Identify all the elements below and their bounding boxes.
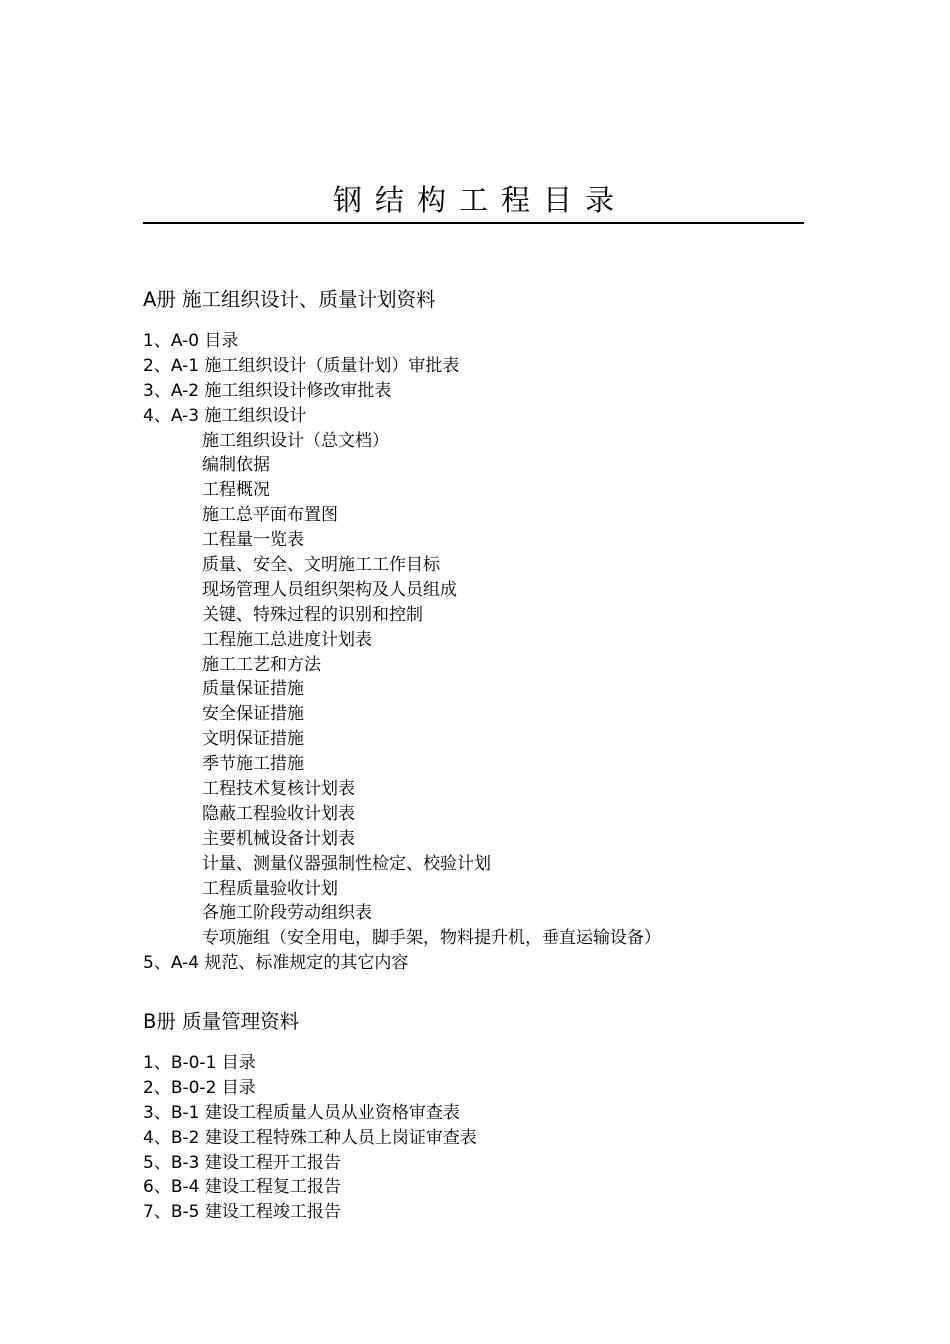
section-b bbox=[143, 1007, 823, 1225]
list-item: 5、B-3 建设工程开工报告 bbox=[143, 1152, 341, 1173]
sub-list-item: 安全保证措施 bbox=[202, 704, 304, 725]
list-item: 2、B-0-2 目录 bbox=[143, 1077, 256, 1098]
sub-list-item: 编制依据 bbox=[202, 455, 270, 476]
sub-list-item: 质量、安全、文明施工工作目标 bbox=[202, 555, 440, 576]
list-item: 4、A-3 施工组织设计 bbox=[143, 405, 307, 426]
sub-list-item: 主要机械设备计划表 bbox=[202, 828, 355, 849]
title-underline bbox=[143, 222, 804, 224]
list-item: 3、B-1 建设工程质量人员从业资格审查表 bbox=[143, 1102, 460, 1123]
sub-list-item: 施工组织设计（总文档） bbox=[202, 430, 389, 451]
list-item: 1、B-0-1 目录 bbox=[143, 1053, 256, 1073]
list-item: 1、A-0 目录 bbox=[143, 331, 239, 351]
sub-list-item: 质量保证措施 bbox=[202, 679, 304, 700]
list-item: 3、A-2 施工组织设计修改审批表 bbox=[143, 380, 392, 401]
page-title: 钢结构工程目录 bbox=[332, 183, 627, 217]
section-a-heading: A册 施工组织设计、质量计划资料 bbox=[143, 288, 436, 311]
sub-list-item: 隐蔽工程验收计划表 bbox=[202, 803, 355, 824]
section-a bbox=[143, 285, 823, 976]
sub-list-item: 工程量一览表 bbox=[202, 530, 304, 551]
section-a-list bbox=[143, 329, 823, 976]
sub-list-item: 施工总平面布置图 bbox=[202, 505, 338, 526]
sub-list-item: 文明保证措施 bbox=[202, 729, 304, 750]
sub-list-item: 现场管理人员组织架构及人员组成 bbox=[202, 579, 457, 600]
section-b-list bbox=[143, 1051, 823, 1225]
sub-list-item: 施工工艺和方法 bbox=[202, 654, 321, 675]
sub-list-item: 计量、测量仪器强制性检定、校验计划 bbox=[202, 853, 491, 874]
list-item: 5、A-4 规范、标准规定的其它内容 bbox=[143, 953, 409, 974]
sub-list-item: 工程技术复核计划表 bbox=[202, 779, 355, 800]
sub-list-item: 工程概况 bbox=[202, 480, 270, 501]
list-item: 4、B-2 建设工程特殊工种人员上岗证审查表 bbox=[143, 1127, 477, 1148]
list-item: 2、A-1 施工组织设计（质量计划）审批表 bbox=[143, 355, 460, 376]
sub-list-item: 工程施工总进度计划表 bbox=[202, 629, 372, 650]
sub-list-item: 关键、特殊过程的识别和控制 bbox=[202, 604, 423, 625]
section-b-heading: B册 质量管理资料 bbox=[143, 1010, 300, 1033]
list-item: 7、B-5 建设工程竣工报告 bbox=[143, 1202, 341, 1223]
list-item: 6、B-4 建设工程复工报告 bbox=[143, 1177, 341, 1198]
sub-list-item: 季节施工措施 bbox=[202, 754, 304, 775]
sub-list-item: 各施工阶段劳动组织表 bbox=[202, 903, 372, 924]
sub-list-item: 工程质量验收计划 bbox=[202, 878, 338, 899]
sub-list-item: 专项施组（安全用电，脚手架，物料提升机，垂直运输设备） bbox=[202, 928, 661, 949]
